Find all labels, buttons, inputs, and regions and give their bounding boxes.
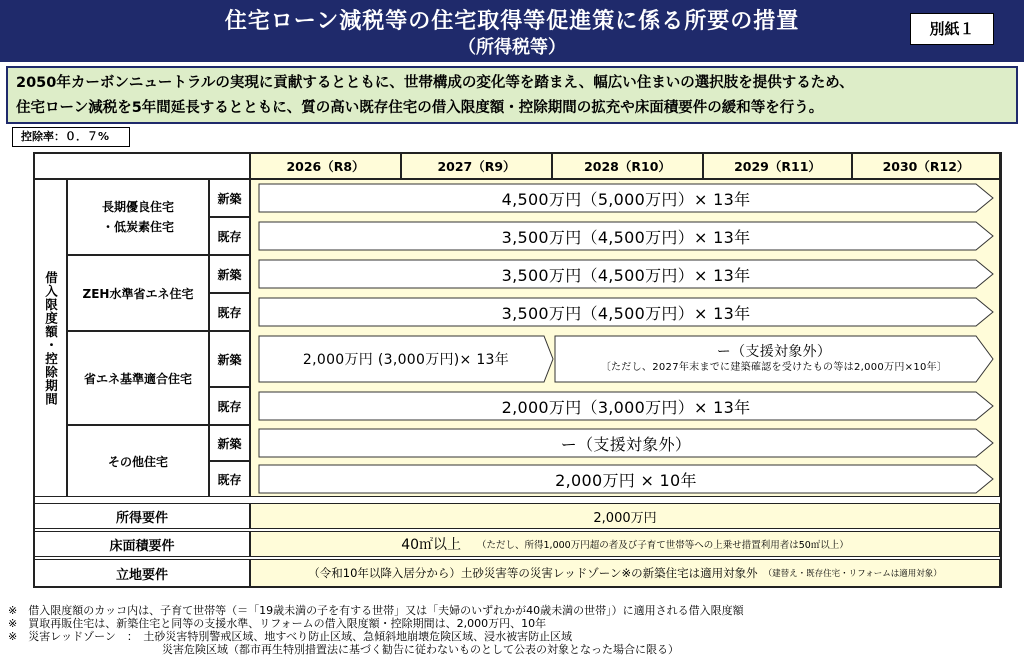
location-value-cell [250,559,1000,587]
category-cell: 長期優良住宅 ・低炭素住宅 [67,179,209,255]
year-header: 2029（R11） [703,153,852,179]
new-label: 新築 [209,425,250,461]
row-arrow [258,297,994,327]
row-arrow [258,391,994,421]
category-cell: ZEH水準省エネ住宅 [67,255,209,331]
location-label: 立地要件 [34,559,250,587]
location-value: （令和10年以降入居分から）土砂災害等の災害レッドゾーン※の新築住宅は適用対象外 [308,566,758,580]
new-label: 新築 [209,179,250,217]
row-subvalue: 〔ただし、2027年末までに建築確認を受けたもの等は2,000万円×10年〕 [600,362,948,373]
row-value: ー（支援対象外） [716,344,832,360]
row-arrow [258,464,994,494]
row-value: 3,500万円（4,500万円）× 13年 [501,265,751,285]
income-value: 2,000万円 [250,503,1000,529]
year-header: 2027（R9） [401,153,552,179]
category-cell: その他住宅 [67,425,209,497]
floor-note: （ただし、所得1,000万円超の者及び子育て世帯等への上乗せ措置利用者は50㎡以上） [477,540,849,551]
new-label: 新築 [209,331,250,387]
new-label: 新築 [209,255,250,293]
row-arrow-split [554,335,994,383]
intro-box [6,66,1018,124]
page-title: 住宅ローン減税等の住宅取得等促進策に係る所要の措置 [224,9,800,34]
income-label: 所得要件 [34,503,250,529]
row-arrow [258,259,994,289]
category-cell: 省エネ基準適合住宅 [67,331,209,425]
header-blank [34,153,250,179]
year-header: 2028（R10） [552,153,703,179]
side-label: 借入限度額・控除期間 [43,270,59,406]
intro-line-2: 住宅ローン減税を5年間延長するとともに、質の高い既存住宅の借入限度額・控除期間の拡充や床面積要件の緩和等を行う。 [16,100,824,116]
row-value: 2,000万円 × 10年 [555,470,697,490]
row-value: 3,500万円（4,500万円）× 13年 [501,227,751,247]
page-subtitle: （所得税等） [458,37,566,58]
row-arrow [258,428,994,458]
row-value: 2,000万円 (3,000万円)× 13年 [302,352,510,368]
floor-value-cell [250,531,1000,557]
footnote: ※ 借入限度額のカッコ内は、子育て世帯等（＝「19歳未満の子を有する世帯」又は「夫婦のいずれかが40歳未満の世帯」）に適用される借入限度額 [8,604,744,617]
side-label-cell [34,179,67,497]
existing-label: 既存 [209,387,250,425]
footnote: ※ 買取再販住宅は、新築住宅と同等の支援水準、リフォームの借入限度額・控除期間は、2,000万円、10年 [8,617,547,630]
row-value: 4,500万円（5,000万円）× 13年 [501,189,751,209]
floor-value: 40㎡以上 [401,537,462,553]
footnote: 災害危険区域（都市再生特別措置法に基づく勧告に従わないものとして公表の対象となった場合に限る） [8,643,679,656]
intro-line-1: 2050年カーボンニュートラルの実現に貢献するとともに、世帯構成の変化等を踏まえ、幅広い住まいの選択肢を提供するため、 [16,75,854,91]
row-value: 2,000万円（3,000万円）× 13年 [501,397,751,417]
year-header: 2026（R8） [250,153,401,179]
row-arrow-short [258,335,554,383]
existing-label: 既存 [209,217,250,255]
deduction-rate: 控除率：０．７% [12,127,130,147]
row-value: ー（支援対象外） [560,434,692,454]
attachment-badge: 別紙１ [910,13,994,45]
year-header: 2030（R12） [852,153,1000,179]
row-arrow [258,221,994,251]
existing-label: 既存 [209,293,250,331]
row-value: 3,500万円（4,500万円）× 13年 [501,303,751,323]
floor-label: 床面積要件 [34,531,250,557]
row-arrow [258,183,994,213]
footnote: ※ 災害レッドゾーン ： 土砂災害特別警戒区域、地すべり防止区域、急傾斜地崩壊危険区域、浸水被害防止区域 [8,630,573,643]
existing-label: 既存 [209,461,250,497]
location-note: （建替え・既存住宅・リフォームは適用対象） [763,569,942,579]
